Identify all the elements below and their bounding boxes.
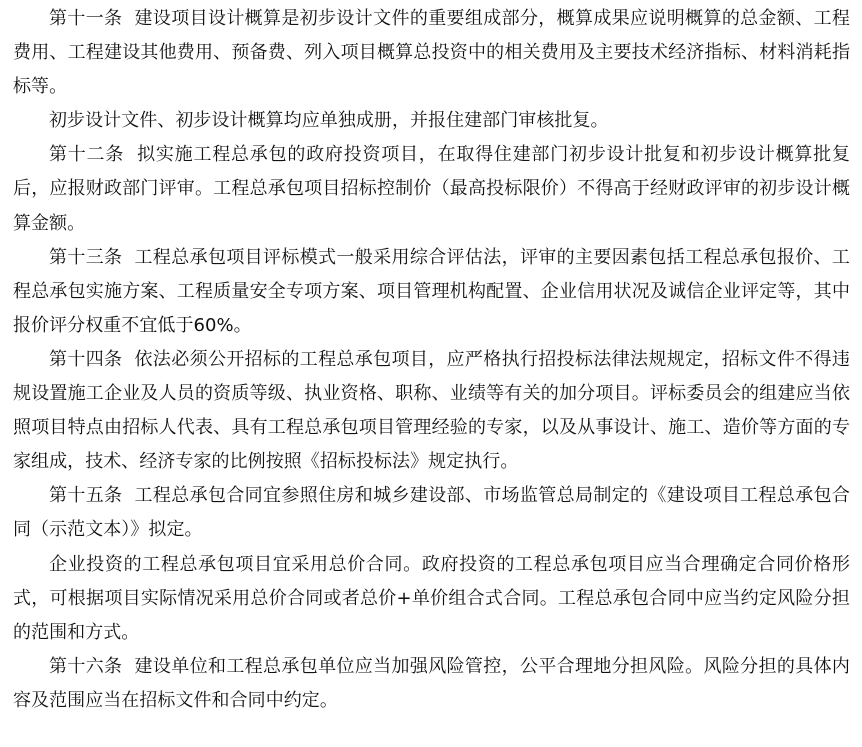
article-16-paragraph xyxy=(13,650,850,718)
article-15-paragraph xyxy=(13,479,850,547)
article-12-paragraph xyxy=(13,138,850,240)
article-14-text: 第十四条 依法必须公开招标的工程总承包项目，应严格执行招投标法律法规规定，招标文件不得违规设置施工企业及人员的资质等级、执业资格、职称、业绩等有关的加分项目。评标委员会的组建应当依照项目特点由招标人代表、具有工程总承包项目管理经验的专家，以及从事设计、施工、造价等方面的专家组成，技术、经济专家的比例按照《招标投标法》规定执行。 xyxy=(13,348,850,473)
article-14-paragraph xyxy=(13,343,850,479)
article-11-continuation-text: 初步设计文件、初步设计概算均应单独成册，并报住建部门审核批复。 xyxy=(49,110,609,132)
article-11-paragraph xyxy=(13,2,850,104)
article-15-continuation-text: 企业投资的工程总承包项目宜采用总价合同。政府投资的工程总承包项目应当合理确定合同价格形式，可根据项目实际情况采用总价合同或者总价+单价组合式合同。工程总承包合同中应当约定风险分担的范围和方式。 xyxy=(13,553,850,643)
article-11-continuation-paragraph xyxy=(13,104,850,138)
article-15-text: 第十五条 工程总承包合同宜参照住房和城乡建设部、市场监管总局制定的《建设项目工程总承包合同（示范文本）》拟定。 xyxy=(13,485,850,541)
article-16-text: 第十六条 建设单位和工程总承包单位应当加强风险管控，公平合理地分担风险。风险分担的具体内容及范围应当在招标文件和合同中约定。 xyxy=(13,655,850,711)
article-13-paragraph xyxy=(13,241,850,343)
article-15-continuation-paragraph xyxy=(13,548,850,650)
article-11-text: 第十一条 建设项目设计概算是初步设计文件的重要组成部分，概算成果应说明概算的总金额、工程费用、工程建设其他费用、预备费、列入项目概算总投资中的相关费用及主要技术经济指标、材料消耗指标等。 xyxy=(13,8,850,98)
article-13-text: 第十三条 工程总承包项目评标模式一般采用综合评估法，评审的主要因素包括工程总承包报价、工程总承包实施方案、工程质量安全专项方案、项目管理机构配置、企业信用状况及诚信企业评定等，其中报价评分权重不宜低于60%。 xyxy=(13,246,850,336)
article-12-text: 第十二条 拟实施工程总承包的政府投资项目，在取得住建部门初步设计批复和初步设计概算批复后，应报财政部门评审。工程总承包项目招标控制价（最高投标限价）不得高于经财政评审的初步设计概算金额。 xyxy=(13,144,850,234)
